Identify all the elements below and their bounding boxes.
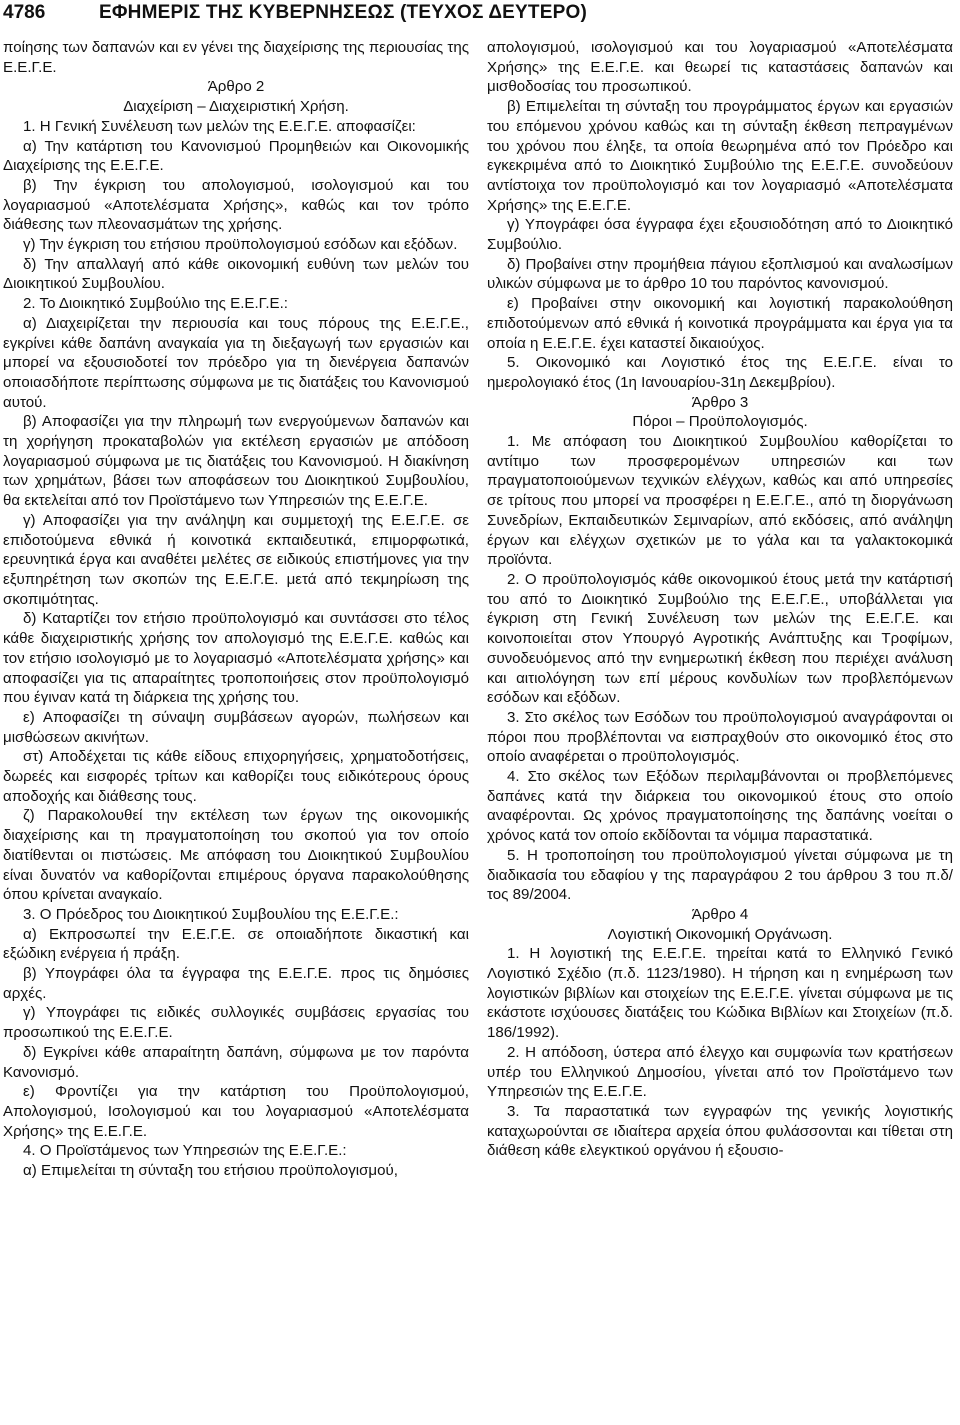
paragraph: α) Διαχειρίζεται την περιουσία και τους πόρους της Ε.Ε.Γ.Ε., εγκρίνει κάθε δαπάνη αναγκαία για τη διεξαγωγή των εργασιών και μπορεί να εξουσιοδοτεί τον πρόεδρο για τη διενέργεια δαπανών οποιασδήποτε περίπτωσης σύμφωνα με τις διατάξεις του Κανονισμού αυτού. <box>3 314 469 411</box>
article-heading: Διαχείριση – Διαχειριστική Χρήση. <box>123 98 349 116</box>
paragraph: 1. Η Γενική Συνέλευση των μελών της Ε.Ε.Γ.Ε. αποφασίζει: <box>23 117 416 135</box>
paragraph: γ) Αποφασίζει για την ανάληψη και συμμετοχή της Ε.Ε.Γ.Ε. σε επιδοτούμενα εθνικά ή κοινοτικά εκπαιδευτικά, επιμορφωτικά, ερευνητικά έργα και αναθέτει μελέτες σε ειδικούς επιστήμονες για την εξυπηρέτηση των σκοπών της Ε.Ε.Γ.Ε. μετά από τεκμηρίωση της σκοπιμότητας. <box>3 511 469 608</box>
paragraph: γ) Υπογράφει όσα έγγραφα έχει εξουσιοδότηση από το Διοικητικό Συμβούλιο. <box>487 216 953 254</box>
paragraph: απολογισμού, ισολογισμού και του λογαριασμού «Αποτελέσματα Χρήσης» της Ε.Ε.Γ.Ε. και θεωρεί τις καταστάσεις δαπανών και μισθοδοσίας του προσωπικού. <box>487 39 953 96</box>
paragraph: ε) Φροντίζει για την κατάρτιση του Προϋπολογισμού, Απολογισμού, Ισολογισμού και του λογαριασμού «Αποτελέσματα Χρήσης» της Ε.Ε.Γ.Ε. <box>3 1083 469 1140</box>
article-heading: Πόροι – Προϋπολογισμός. <box>632 413 808 431</box>
paragraph: 5. Οικονομικό και Λογιστικό έτος της Ε.Ε.Γ.Ε. είναι το ημερολογιακό έτος (1η Ιανουαρίου-31η Δεκεμβρίου). <box>487 354 953 391</box>
paragraph: ε) Προβαίνει στην οικονομική και λογιστική παρακολούθηση επιδοτούμενων από εθνικά ή κοινοτικά προγράμματα και έργα για τα οποία η Ε.Ε.Γ.Ε. έχει καταστεί δικαιούχος. <box>487 295 953 352</box>
left-column <box>3 38 469 1181</box>
paragraph: δ) Την απαλλαγή από κάθε οικονομική ευθύνη των μελών του Διοικητικού Συμβουλίου. <box>3 255 469 293</box>
paragraph: 2. Ο προϋπολογισμός κάθε οικονομικού έτους μετά την κατάρτισή του από το Διοικητικό Συμβούλιο της Ε.Ε.Γ.Ε., υποβάλλεται για έγκριση στη Γενική Συνέλευση των μελών της Ε.Ε.Γ.Ε. και κοινοποιείται στον Υπουργό Αγροτικής Ανάπτυξης και Τροφίμων, συνοδευόμενος από την ενημερωτική έκθεση που περιέχει ανάλυση και αιτιολόγηση των επί μέρους κονδυλίων των προβλεπόμενων εσόδων και εξόδων. <box>487 570 953 707</box>
paragraph: 3. Τα παραστατικά των εγγραφών της γενικής λογιστικής καταχωρούνται σε ιδιαίτερα αρχεία όπου φυλάσσονται και τίθεται στη διάθεση κάθε ελεγκτικού οργάνου ή εξουσιο- <box>487 1102 953 1160</box>
paragraph: α) Εκπροσωπεί την Ε.Ε.Γ.Ε. σε οποιαδήποτε δικαστική και εξώδικη ενέργεια ή πράξη. <box>3 925 469 963</box>
gazette-title: ΕΦΗΜΕΡΙΣ ΤΗΣ ΚΥΒΕΡΝΗΣΕΩΣ (ΤΕΥΧΟΣ ΔΕΥΤΕΡΟ) <box>99 2 587 23</box>
paragraph: 4. Ο Προϊστάμενος των Υπηρεσιών της Ε.Ε.Γ.Ε.: <box>23 1142 347 1160</box>
paragraph: ποίησης των δαπανών και εν γένει της διαχείρισης της περιουσίας της Ε.Ε.Γ.Ε. <box>3 39 469 76</box>
paragraph: α) Επιμελείται τη σύνταξη του ετήσιου προϋπολογισμού, <box>23 1162 398 1180</box>
paragraph: γ) Υπογράφει τις ειδικές συλλογικές συμβάσεις εργασίας του προσωπικού της Ε.Ε.Γ.Ε. <box>3 1004 469 1042</box>
paragraph: ζ) Παρακολουθεί την εκτέλεση των έργων της οικονομικής διαχείρισης και τη πραγματοποίηση του σκοπού για τον οποίο διατίθενται οι πιστώσεις. Με απόφαση του Διοικητικού Συμβουλίου είναι δυνατόν να καθορίζονται επιμέρους όργανα παρακολούθησης όπου κρίνεται αναγκαίο. <box>3 807 469 904</box>
paragraph: ε) Αποφασίζει τη σύναψη συμβάσεων αγορών, πωλήσεων και μισθώσεων ακινήτων. <box>3 708 469 746</box>
paragraph: 4. Στο σκέλος των Εξόδων περιλαμβάνονται οι προβλεπόμενες δαπάνες κατά την διάρκεια του οικονομικού έτους στο οποίο αναφέρονται. Ως χρόνος πραγματοποίησης της δαπάνης νοείται ο χρόνος κατά τον οποίο εκδίδονται τα νόμιμα παραστατικά. <box>487 768 953 845</box>
paragraph: β) Υπογράφει όλα τα έγγραφα της Ε.Ε.Γ.Ε. προς τις δημόσιες αρχές. <box>3 965 469 1002</box>
paragraph: 1. Η λογιστική της Ε.Ε.Γ.Ε. τηρείται κατά το Ελληνικό Γενικό Λογιστικό Σχέδιο (π.δ. 1123/1980). Η τήρηση και η ενημέρωση των λογιστικών βιβλίων και στοιχείων της Ε.Ε.Γ.Ε. γίνεται σύμφωνα με τις εκάστοτε ισχύουσες διατάξεις του Κώδικα Βιβλίων και Στοιχείων (π.δ. 186/1992). <box>487 945 953 1042</box>
paragraph: β) Επιμελείται τη σύνταξη του προγράμματος έργων και εργασιών του επόμενου χρόνου καθώς και τη σύνταξη έκθεση πεπραγμένων του χρόνου που έληξε, τα οποία θεωρημένα από τον Πρόεδρο και εγκεκριμένα από το Διοικητικό Συμβούλιο της Ε.Ε.Γ.Ε. συνοδεύουν αντίστοιχα τον προϋπολογισμό και τον λογαριασμό «Αποτελέσματα Χρήσης» της Ε.Ε.Γ.Ε. <box>487 98 953 214</box>
article-heading: Άρθρο 2 <box>207 78 265 96</box>
paragraph: β) Την έγκριση του απολογισμού, ισολογισμού και του λογαριασμού «Αποτελέσματα Χρήσης», καθώς και τον τρόπο διάθεσης των πλεονασμάτων της χρήσης. <box>3 176 469 234</box>
paragraph: στ) Αποδέχεται τις κάθε είδους επιχορηγήσεις, χρηματοδοτήσεις, δωρεές και εισφορές τρίτων και καθορίζει τους ειδικότερους όρους αποδοχής και διάθεσης τους. <box>3 748 469 805</box>
paragraph: 1. Με απόφαση του Διοικητικού Συμβουλίου καθορίζεται το αντίτιμο των προσφερομένων υπηρεσιών και των πραγματοποιούμενων τεχνικών ελέγχων, καθώς και από υπηρεσίες σε τρίτους που μπορεί να προσφέρει η Ε.Ε.Γ.Ε., από τη διοργάνωση Συνεδρίων, Εκπαιδευτικών Σεμιναρίων, από εκδόσεις, από ανάληψη έργων και ελέγχων σχετικών με το γάλα και τα γαλακτοκομικά προϊόντα. <box>487 433 953 569</box>
paragraph: 3. Ο Πρόεδρος του Διοικητικού Συμβουλίου της Ε.Ε.Γ.Ε.: <box>23 905 399 923</box>
article-heading: Λογιστική Οικονομική Οργάνωση. <box>607 925 833 943</box>
paragraph: β) Αποφασίζει για την πληρωμή των ενεργούμενων δαπανών και τη χορήγηση προκαταβολών για εκτέλεση εργασιών με απόδοση λογαριασμού σύμφωνα με τις διατάξεις του Κανονισμού. Η διακίνηση των χρημάτων, βάσει των αποφάσεων του Διοικητικού Συμβουλίου, θα εκτελείται από τον Προϊστάμενο των Υπηρεσιών της Ε.Ε.Γ.Ε. <box>3 413 469 510</box>
paragraph: δ) Εγκρίνει κάθε απαραίτητη δαπάνη, σύμφωνα με τον παρόντα Κανονισμό. <box>3 1043 469 1081</box>
paragraph: δ) Προβαίνει στην προμήθεια πάγιου εξοπλισμού και αναλωσίμων υλικών σύμφωνα με το άρθρο 10 του παρόντος κανονισμού. <box>487 255 953 293</box>
paragraph: 3. Στο σκέλος των Εσόδων του προϋπολογισμού αναγράφονται οι πόροι που προβλέπονται να εισπραχθούν στο οικονομικό έτος στο οποίο αναφέρεται ο προϋπολογισμός. <box>487 708 953 766</box>
page-number: 4786 <box>3 2 46 23</box>
page-header <box>0 0 960 32</box>
article-heading: Άρθρο 3 <box>691 393 749 411</box>
article-heading: Άρθρο 4 <box>691 905 749 923</box>
paragraph: 2. Η απόδοση, ύστερα από έλεγχο και συμφωνία των κρατήσεων υπέρ του Ελληνικού Δημοσίου, γίνεται από τον Προϊστάμενο των Υπηρεσιών της Ε.Ε.Γ.Ε. <box>487 1043 953 1101</box>
right-column <box>487 38 953 1161</box>
paragraph: γ) Την έγκριση του ετήσιου προϋπολογισμού εσόδων και εξόδων. <box>23 236 458 254</box>
paragraph: 2. Το Διοικητικό Συμβούλιο της Ε.Ε.Γ.Ε.: <box>23 295 288 313</box>
paragraph: 5. Η τροποποίηση του προϋπολογισμού γίνεται σύμφωνα με τη διαδικασία του εδαφίου γ της παραγράφου 2 του άρθρου 3 του π.δ/τος 89/2004. <box>487 846 953 904</box>
paragraph: δ) Καταρτίζει τον ετήσιο προϋπολογισμό και συντάσσει στο τέλος κάθε διαχειριστικής χρήσης τον απολογισμό της Ε.Ε.Γ.Ε. καθώς και τον ετήσιο ισολογισμό με το λογαριασμό «Αποτελέσματα χρήσης» και αποφασίζει για τις απαραίτητες τροποποιήσεις στον προϋπολογισμό που έγιναν κατά τη διάρκεια της χρήσης του. <box>3 610 469 707</box>
paragraph: α) Την κατάρτιση του Κανονισμού Προμηθειών και Οικονομικής Διαχείρισης της Ε.Ε.Γ.Ε. <box>3 137 469 175</box>
